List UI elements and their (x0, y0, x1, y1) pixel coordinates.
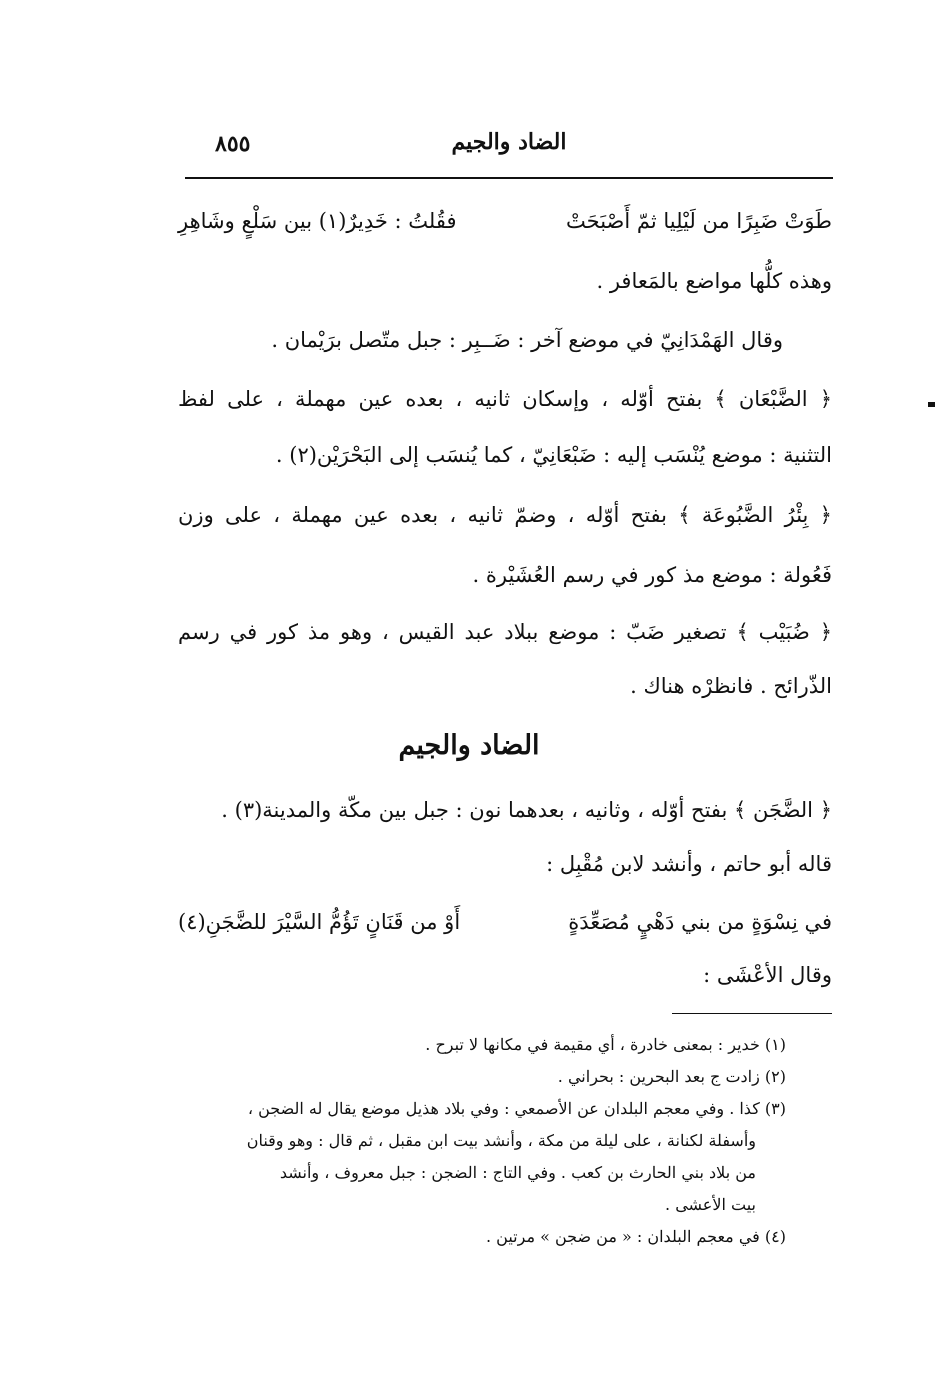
verse-hemistich-left: أَوْ من قَنَانٍ تَؤُمُّ السَّيْرَ للضَّجَنِ(٤) (178, 910, 461, 934)
verse-hemistich-right: طَوَتْ ضَبِرًا من لَيْلِيا ثمّ أَصْبَحَتْ (566, 209, 832, 233)
page-header (185, 125, 833, 175)
header-rule (185, 177, 833, 179)
verse-hemistich-right: في نِسْوَةٍ من بني دَهْيٍ مُصَعِّدَةٍ (568, 910, 832, 934)
verse-line (178, 201, 832, 241)
footnote-continuation: من بلاد بني الحارث بن كعب . وفي التاج : الضجن : جبل معروف ، وأنشد (279, 1163, 756, 1182)
entry-line: ﴿ الضَّبْعَان ﴾ بفتح أوّله ، وإسكان ثانيه ، بعده عين مهملة ، على لفظ (178, 387, 832, 411)
footnote-rule (672, 1013, 832, 1014)
page-number: ٨٥٥ (215, 131, 251, 157)
text-line: قاله أبو حاتم ، وأنشد لابن مُقْبِل : (546, 852, 832, 876)
footnote: (١) خدير : بمعنى خادرة ، أي مقيمة في مكانها لا تبرح . (425, 1035, 786, 1054)
text-line: الذّرائح . فانظرْه هناك . (630, 674, 832, 698)
text-line: التثنية : موضع يُنْسَب إليه : ضَبْعَانِيّ ، كما يُنسَب إلى البَحْرَيْن(٢) . (275, 443, 832, 467)
footnote-continuation: بيت الأعشى . (665, 1195, 756, 1214)
footnote: (٢) زادت ج بعد البحرين : بحراني . (557, 1067, 786, 1086)
entry-line: ﴿ ضُبَيْب ﴾ تصغير ضَبّ : موضع ببلاد عبد القيس ، وهو مذ كور في رسم (178, 620, 832, 644)
entry-line: ﴿ الضَّجَن ﴾ بفتح أوّله ، وثانيه ، بعدهما نون : جبل بين مكّة والمدينة(٣) . (221, 798, 832, 822)
footnote-continuation: وأسفلة لكنانة ، على ليلة من مكة ، وأنشد بيت ابن مقبل ، ثم قال : وهو وقنان (246, 1131, 756, 1150)
section-title: الضاد والجيم (398, 730, 540, 761)
text-line: وقال الأعْشَى : (703, 963, 832, 987)
verse-hemistich-left: فقُلتُ : خَدِيرٌ(١) بين سَلْعٍ وشَاهِرِ (178, 209, 457, 233)
entry-line: ﴿ بِئْرُ الضَّبُوعَة ﴾ بفتح أوّله ، وضمّ ثانيه ، بعده عين مهملة ، على وزن (178, 503, 832, 527)
running-title: الضاد والجيم (451, 129, 567, 155)
text-line: وقال الهَمْدَانِيّ في موضع آخر : ضَــبِر : جبل متّصل برَيْمان . (271, 328, 783, 352)
footnote: (٤) في معجم البلدان : « من ضجن » مرتين . (486, 1227, 786, 1246)
footnote: (٣) كذا . وفي معجم البلدان عن الأصمعي : وفي بلاد هذيل موضع يقال له الضجن ، (247, 1099, 786, 1118)
text-line: فَعُولة : موضع مذ كور في رسم العُشَيْرة . (472, 563, 832, 587)
verse-line (178, 902, 832, 942)
text-line: وهذه كلُّها مواضع بالمَعافر . (596, 269, 832, 293)
margin-mark (928, 402, 935, 407)
